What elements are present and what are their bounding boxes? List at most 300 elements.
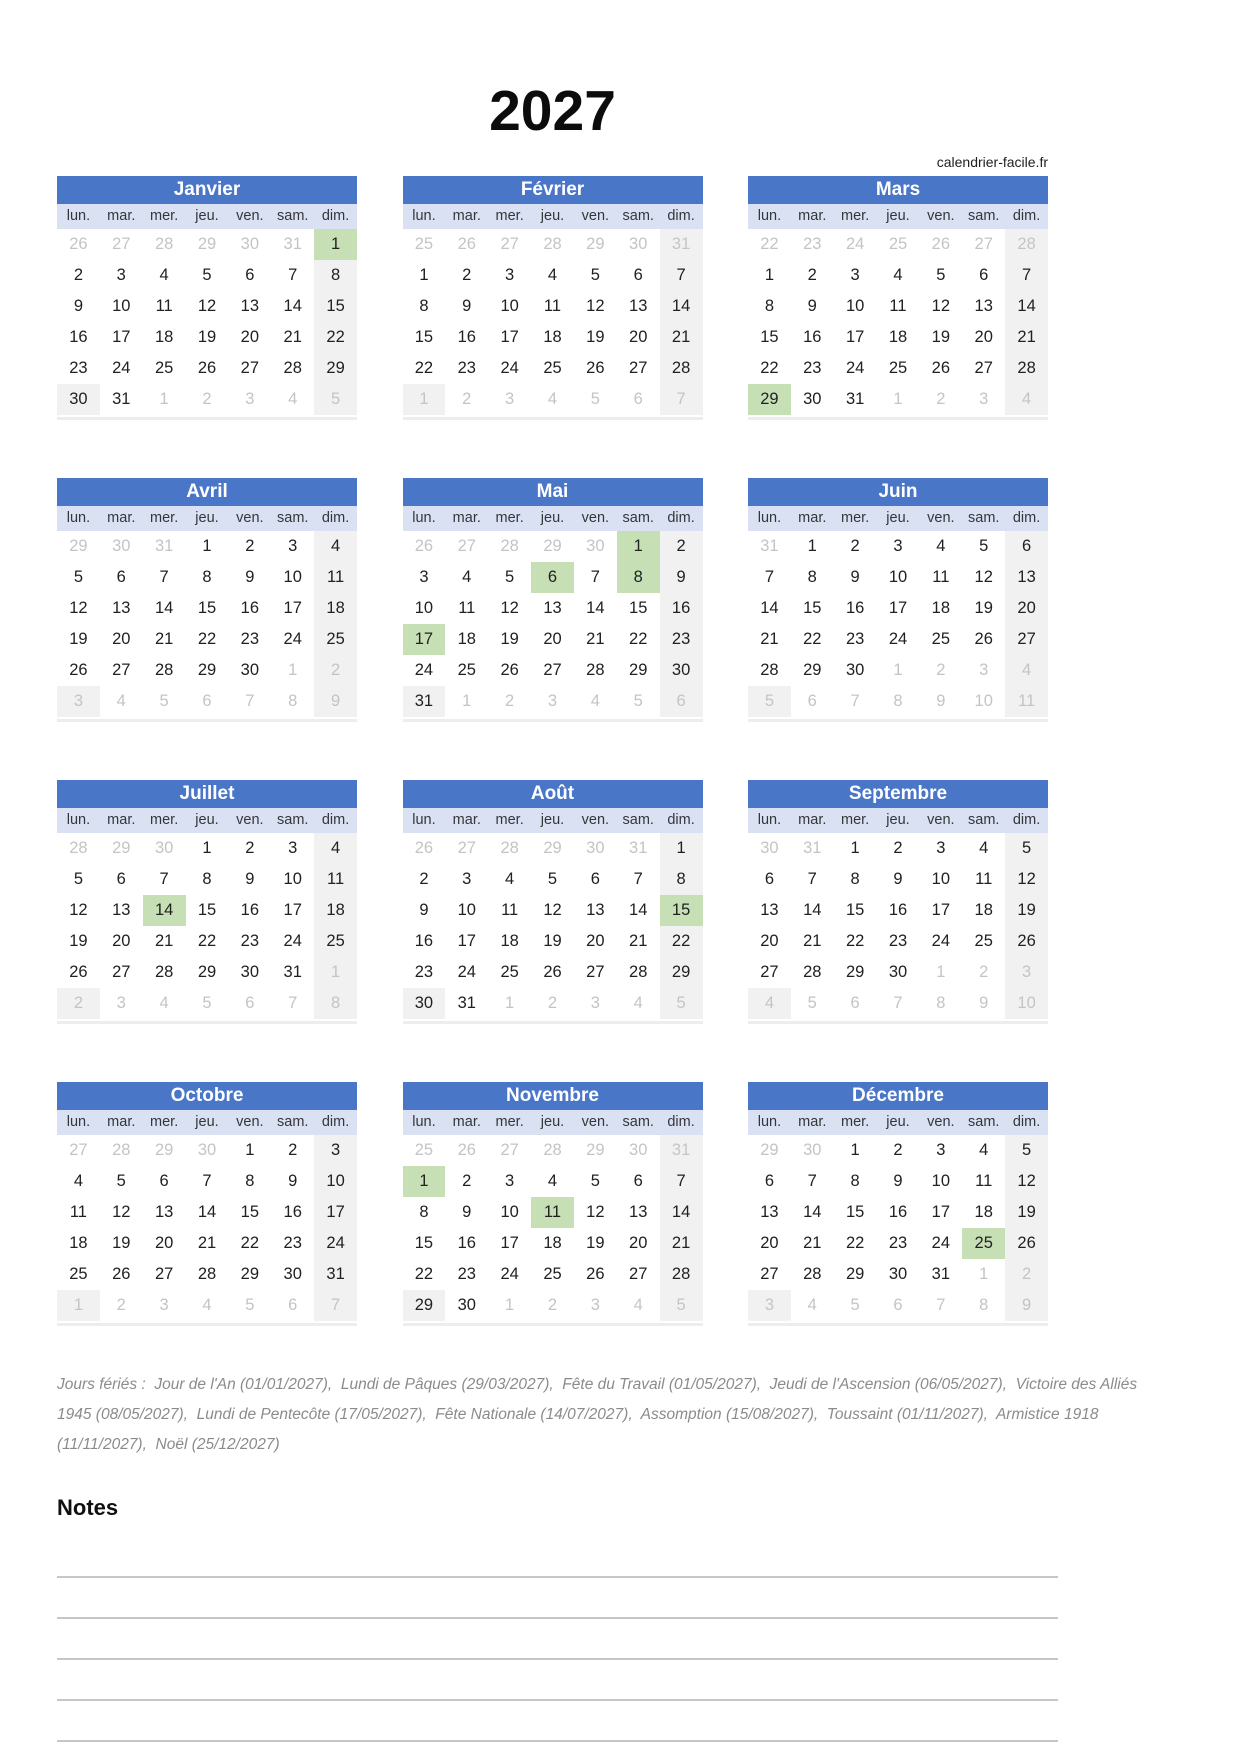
- day-cell: 30: [888, 1264, 908, 1283]
- day-cell: 29: [197, 234, 217, 253]
- day-cell: 9: [462, 1202, 472, 1221]
- weekday-header: mer.: [841, 208, 870, 225]
- weekday-header: jeu.: [886, 510, 910, 527]
- day-cell: 2: [116, 1295, 126, 1314]
- day-cell: 17: [314, 1197, 357, 1228]
- day-cell: 1: [159, 389, 169, 408]
- day-cell: 24: [845, 234, 865, 253]
- day-cell: 20: [629, 1233, 648, 1252]
- day-cell: 31: [629, 838, 648, 857]
- day-cell: 4: [505, 869, 515, 888]
- day-cell: 9: [660, 562, 703, 593]
- day-cell: 2: [73, 265, 84, 284]
- weekday-header: lun.: [66, 208, 91, 225]
- day-cell: 9: [462, 296, 472, 315]
- weekday-header: mar.: [107, 510, 136, 527]
- day-cell: 1: [419, 265, 429, 284]
- day-cell: 22: [240, 1233, 260, 1252]
- day-cell: 16: [69, 327, 88, 346]
- weekday-header: mar.: [452, 812, 481, 829]
- weekday-header: ven.: [236, 208, 264, 225]
- day-cell: 27: [500, 1140, 519, 1159]
- weekday-header: sam.: [968, 812, 1000, 829]
- day-cell: 28: [500, 536, 519, 555]
- weekday-header: jeu.: [195, 208, 219, 225]
- day-cell: 6: [807, 691, 817, 710]
- day-cell: 22: [760, 358, 779, 377]
- day-cell: 7: [159, 869, 169, 888]
- month-days-grid: [748, 229, 1048, 415]
- day-cell: 6: [245, 993, 255, 1012]
- day-cell: 20: [760, 931, 779, 950]
- day-cell: 11: [889, 296, 907, 315]
- day-cell: 5: [505, 567, 515, 586]
- day-cell: 14: [1005, 291, 1048, 322]
- weekday-header: lun.: [757, 510, 782, 527]
- day-cell: 4: [1005, 655, 1048, 686]
- day-cell: 20: [760, 1233, 779, 1252]
- day-cell: 30: [888, 962, 908, 981]
- day-cell: 22: [197, 629, 217, 648]
- day-cell: 27: [760, 962, 779, 981]
- day-cell: 13: [240, 296, 260, 315]
- day-cell: 1: [660, 833, 703, 864]
- day-cell: 5: [590, 265, 600, 284]
- day-cell: 23: [660, 624, 703, 655]
- weekday-header: sam.: [622, 208, 654, 225]
- day-cell: 30: [586, 536, 605, 555]
- day-cell: 4: [1005, 384, 1048, 415]
- day-cell: 29: [629, 660, 648, 679]
- day-cell: 21: [1005, 322, 1048, 353]
- day-cell: 12: [500, 598, 519, 617]
- day-cell: 5: [979, 536, 989, 555]
- month-days-grid: [57, 1135, 357, 1321]
- day-cell: 27: [629, 1264, 648, 1283]
- day-cell: 27: [500, 234, 519, 253]
- day-cell: 3: [1005, 957, 1048, 988]
- weekday-header: dim.: [667, 208, 695, 225]
- weekday-header-row: [57, 506, 357, 531]
- day-cell: 13: [974, 296, 993, 315]
- weekday-header: jeu.: [540, 208, 565, 225]
- day-cell: 3: [590, 1295, 600, 1314]
- day-cell: 2: [807, 265, 817, 284]
- day-cell-holiday: 17: [403, 624, 446, 655]
- day-cell: 14: [660, 1197, 703, 1228]
- day-cell: 29: [197, 660, 217, 679]
- day-cell: 11: [314, 864, 357, 895]
- weekday-header: lun.: [66, 510, 91, 527]
- day-cell: 1: [893, 660, 903, 679]
- day-cell: 18: [543, 327, 562, 346]
- day-cell: 3: [505, 1171, 515, 1190]
- day-cell: 22: [629, 629, 648, 648]
- month-days-grid: [403, 531, 703, 717]
- day-cell: 12: [1005, 864, 1048, 895]
- weekday-header: ven.: [927, 510, 955, 527]
- weekday-header-row: [748, 506, 1048, 531]
- day-cell: 25: [314, 926, 357, 957]
- weekday-header: dim.: [321, 812, 350, 829]
- weekday-header: lun.: [412, 812, 436, 829]
- weekday-header-row: [748, 204, 1048, 229]
- day-cell: 7: [660, 384, 703, 415]
- day-cell: 20: [112, 629, 131, 648]
- day-cell: 9: [314, 686, 357, 717]
- day-cell: 8: [936, 993, 946, 1012]
- day-cell: 2: [419, 869, 429, 888]
- day-cell: 5: [547, 869, 558, 888]
- month-title: Janvier: [57, 176, 357, 204]
- day-cell: 18: [154, 327, 174, 346]
- day-cell: 3: [159, 1295, 169, 1314]
- weekday-header-row: [57, 1110, 357, 1135]
- day-cell: 16: [457, 327, 476, 346]
- day-cell: 18: [457, 629, 476, 648]
- day-cell: 13: [154, 1202, 174, 1221]
- day-cell: 1: [850, 838, 860, 857]
- day-cell: 22: [803, 629, 822, 648]
- day-cell: 4: [633, 1295, 643, 1314]
- day-cell: 26: [931, 234, 951, 253]
- weekday-header: ven.: [581, 812, 610, 829]
- day-cell: 28: [543, 234, 562, 253]
- day-cell: 4: [547, 265, 558, 284]
- month-title: Juin: [748, 478, 1048, 506]
- day-cell: 12: [197, 296, 217, 315]
- weekday-header: ven.: [236, 1114, 264, 1131]
- day-cell: 5: [1005, 833, 1048, 864]
- day-cell: 7: [807, 1171, 817, 1190]
- day-cell: 4: [288, 389, 298, 408]
- day-cell: 27: [457, 838, 476, 857]
- day-cell: 3: [979, 389, 989, 408]
- day-cell: 26: [543, 962, 562, 981]
- month-card-juillet: [57, 780, 357, 1024]
- day-cell: 20: [586, 931, 605, 950]
- day-cell: 15: [197, 900, 217, 919]
- day-cell: 18: [888, 327, 908, 346]
- day-cell: 8: [288, 691, 298, 710]
- weekday-header-row: [57, 808, 357, 833]
- day-cell: 6: [633, 389, 643, 408]
- day-cell: 31: [803, 838, 822, 857]
- notes-line: [57, 1660, 1058, 1701]
- day-cell: 28: [803, 1264, 822, 1283]
- weekday-header: jeu.: [540, 812, 565, 829]
- day-cell: 1: [314, 957, 357, 988]
- day-cell: 21: [803, 931, 822, 950]
- day-cell: 5: [936, 265, 946, 284]
- day-cell: 20: [543, 629, 562, 648]
- day-cell: 9: [245, 567, 255, 586]
- day-cell: 22: [414, 358, 434, 377]
- day-cell: 2: [505, 691, 515, 710]
- day-cell: 29: [660, 957, 703, 988]
- month-card-décembre: [748, 1082, 1048, 1326]
- day-cell: 30: [403, 988, 446, 1019]
- day-cell: 2: [462, 265, 472, 284]
- day-cell: 18: [974, 1202, 993, 1221]
- day-cell: 29: [314, 353, 357, 384]
- day-cell: 19: [586, 327, 605, 346]
- month-title: Octobre: [57, 1082, 357, 1110]
- day-cell: 24: [500, 1264, 519, 1283]
- day-cell: 9: [288, 1171, 298, 1190]
- month-card-avril: [57, 478, 357, 722]
- day-cell: 17: [845, 327, 865, 346]
- weekday-header: jeu.: [195, 510, 219, 527]
- weekday-header: sam.: [277, 510, 309, 527]
- day-cell: 5: [590, 389, 600, 408]
- weekday-header: jeu.: [886, 1114, 910, 1131]
- day-cell: 21: [586, 629, 605, 648]
- day-cell: 25: [931, 629, 951, 648]
- day-cell: 5: [245, 1295, 255, 1314]
- weekday-header: jeu.: [886, 208, 910, 225]
- weekday-header: mer.: [495, 510, 524, 527]
- day-cell: 29: [586, 1140, 605, 1159]
- day-cell: 24: [888, 629, 908, 648]
- day-cell: 3: [116, 993, 126, 1012]
- day-cell: 9: [936, 691, 946, 710]
- day-cell-holiday: 29: [748, 384, 791, 415]
- day-cell: 3: [936, 1140, 946, 1159]
- day-cell: 28: [1005, 353, 1048, 384]
- day-cell: 16: [803, 327, 822, 346]
- day-cell: 28: [112, 1140, 131, 1159]
- weekday-header: lun.: [757, 208, 782, 225]
- day-cell: 11: [975, 1171, 993, 1190]
- day-cell: 21: [154, 629, 174, 648]
- day-cell: 8: [979, 1295, 989, 1314]
- day-cell: 4: [159, 993, 169, 1012]
- day-cell: 17: [931, 1202, 951, 1221]
- day-cell: 17: [112, 327, 131, 346]
- weekday-header: mar.: [452, 208, 481, 225]
- day-cell: 7: [633, 869, 643, 888]
- weekday-header: dim.: [1012, 510, 1041, 527]
- day-cell: 3: [893, 536, 903, 555]
- month-title: Mai: [403, 478, 703, 506]
- day-cell: 16: [283, 1202, 302, 1221]
- day-cell: 31: [457, 993, 476, 1012]
- day-cell: 11: [458, 598, 476, 617]
- day-cell: 4: [547, 389, 558, 408]
- day-cell: 4: [159, 265, 169, 284]
- day-cell: 29: [543, 536, 562, 555]
- day-cell: 29: [69, 536, 88, 555]
- day-cell: 3: [419, 567, 429, 586]
- day-cell: 10: [414, 598, 434, 617]
- day-cell: 9: [807, 296, 817, 315]
- day-cell: 3: [288, 536, 298, 555]
- weekday-header: dim.: [321, 208, 350, 225]
- day-cell: 27: [112, 660, 131, 679]
- day-cell: 4: [590, 691, 600, 710]
- day-cell: 8: [850, 869, 860, 888]
- day-cell: 24: [283, 931, 302, 950]
- day-cell: 16: [845, 598, 865, 617]
- day-cell: 30: [283, 1264, 302, 1283]
- day-cell: 30: [457, 1295, 476, 1314]
- day-cell: 28: [629, 962, 648, 981]
- day-cell: 8: [764, 296, 775, 315]
- day-cell: 11: [69, 1202, 87, 1221]
- day-cell: 3: [116, 265, 126, 284]
- day-cell: 21: [629, 931, 648, 950]
- day-cell: 22: [314, 322, 357, 353]
- weekday-header: sam.: [968, 1114, 1000, 1131]
- day-cell: 25: [457, 660, 476, 679]
- day-cell: 29: [240, 1264, 260, 1283]
- notes-line: [57, 1701, 1058, 1742]
- day-cell: 2: [57, 988, 100, 1019]
- day-cell: 30: [154, 838, 174, 857]
- day-cell: 23: [240, 931, 260, 950]
- day-cell: 4: [314, 833, 357, 864]
- day-cell: 11: [314, 562, 357, 593]
- day-cell: 2: [893, 838, 903, 857]
- day-cell: 25: [974, 931, 993, 950]
- day-cell: 31: [931, 1264, 951, 1283]
- day-cell: 29: [586, 234, 605, 253]
- day-cell: 18: [974, 900, 993, 919]
- day-cell: 6: [116, 869, 126, 888]
- weekday-header-row: [748, 808, 1048, 833]
- day-cell: 17: [283, 900, 302, 919]
- day-cell: 17: [500, 1233, 519, 1252]
- weekday-header-row: [403, 204, 703, 229]
- day-cell: 26: [69, 234, 88, 253]
- day-cell: 21: [660, 322, 703, 353]
- month-card-juin: [748, 478, 1048, 722]
- day-cell: 27: [629, 358, 648, 377]
- day-cell: 11: [975, 869, 993, 888]
- day-cell: 30: [197, 1140, 217, 1159]
- day-cell: 2: [462, 389, 472, 408]
- day-cell: 16: [414, 931, 434, 950]
- day-cell: 8: [314, 988, 357, 1019]
- month-days-grid: [403, 229, 703, 415]
- day-cell: 19: [112, 1233, 131, 1252]
- day-cell: 2: [245, 536, 255, 555]
- day-cell: 14: [197, 1202, 217, 1221]
- weekday-header: lun.: [66, 812, 91, 829]
- day-cell: 16: [888, 1202, 908, 1221]
- day-cell: 26: [931, 358, 951, 377]
- day-cell: 24: [457, 962, 476, 981]
- month-title: Février: [403, 176, 703, 204]
- notes-line: [57, 1537, 1058, 1578]
- calendar-content: [57, 0, 1048, 1326]
- day-cell: 11: [501, 900, 519, 919]
- day-cell: 27: [760, 1264, 779, 1283]
- day-cell: 8: [419, 1202, 429, 1221]
- weekday-header: mar.: [798, 510, 827, 527]
- month-title: Mars: [748, 176, 1048, 204]
- day-cell: 19: [543, 931, 562, 950]
- day-cell: 21: [760, 629, 779, 648]
- weekday-header: lun.: [412, 1114, 436, 1131]
- day-cell: 23: [457, 358, 476, 377]
- weekday-header: lun.: [412, 510, 436, 527]
- day-cell: 12: [1005, 1166, 1048, 1197]
- day-cell: 21: [154, 931, 174, 950]
- day-cell: 28: [586, 660, 605, 679]
- notes-title: Notes: [57, 1494, 119, 1520]
- day-cell: 28: [154, 962, 174, 981]
- day-cell: 30: [845, 660, 865, 679]
- day-cell: 5: [1005, 1135, 1048, 1166]
- day-cell: 7: [159, 567, 169, 586]
- day-cell: 26: [414, 838, 434, 857]
- day-cell: 5: [314, 384, 357, 415]
- day-cell: 10: [1005, 988, 1048, 1019]
- day-cell: 18: [500, 931, 519, 950]
- month-title: Avril: [57, 478, 357, 506]
- day-cell: 3: [505, 265, 515, 284]
- day-cell: 6: [1005, 531, 1048, 562]
- weekday-header-row: [748, 1110, 1048, 1135]
- month-title: Décembre: [748, 1082, 1048, 1110]
- day-cell: 23: [888, 1233, 908, 1252]
- day-cell: 17: [931, 900, 951, 919]
- month-card-août: [403, 780, 703, 1024]
- day-cell: 23: [414, 962, 434, 981]
- day-cell: 6: [850, 993, 860, 1012]
- day-cell: 26: [414, 536, 434, 555]
- day-cell: 15: [845, 900, 865, 919]
- day-cell: 30: [240, 660, 260, 679]
- weekday-header: dim.: [667, 812, 695, 829]
- weekday-header: mer.: [150, 510, 179, 527]
- day-cell: 22: [660, 926, 703, 957]
- day-cell-holiday: 1: [403, 1166, 446, 1197]
- day-cell: 12: [69, 598, 88, 617]
- day-cell: 7: [590, 567, 600, 586]
- day-cell: 29: [112, 838, 131, 857]
- day-cell: 31: [283, 962, 302, 981]
- notes-line: [57, 1619, 1058, 1660]
- day-cell: 7: [1005, 260, 1048, 291]
- weekday-header: sam.: [622, 812, 654, 829]
- day-cell-holiday: 25: [962, 1228, 1005, 1259]
- weekday-header: mar.: [107, 208, 136, 225]
- day-cell: 5: [159, 691, 169, 710]
- day-cell: 26: [69, 660, 88, 679]
- day-cell: 26: [457, 1140, 476, 1159]
- month-days-grid: [748, 1135, 1048, 1321]
- day-cell: 15: [240, 1202, 260, 1221]
- day-cell: 22: [845, 931, 865, 950]
- day-cell: 28: [154, 660, 174, 679]
- day-cell: 6: [245, 265, 255, 284]
- day-cell: 10: [112, 296, 131, 315]
- day-cell: 6: [633, 265, 643, 284]
- day-cell: 19: [974, 598, 993, 617]
- day-cell: 28: [154, 234, 174, 253]
- day-cell: 3: [314, 1135, 357, 1166]
- day-cell: 3: [590, 993, 600, 1012]
- day-cell: 23: [888, 931, 908, 950]
- day-cell: 24: [845, 358, 865, 377]
- day-cell: 14: [803, 1202, 822, 1221]
- day-cell: 10: [500, 1202, 519, 1221]
- day-cell: 3: [57, 686, 100, 717]
- day-cell: 24: [931, 1233, 951, 1252]
